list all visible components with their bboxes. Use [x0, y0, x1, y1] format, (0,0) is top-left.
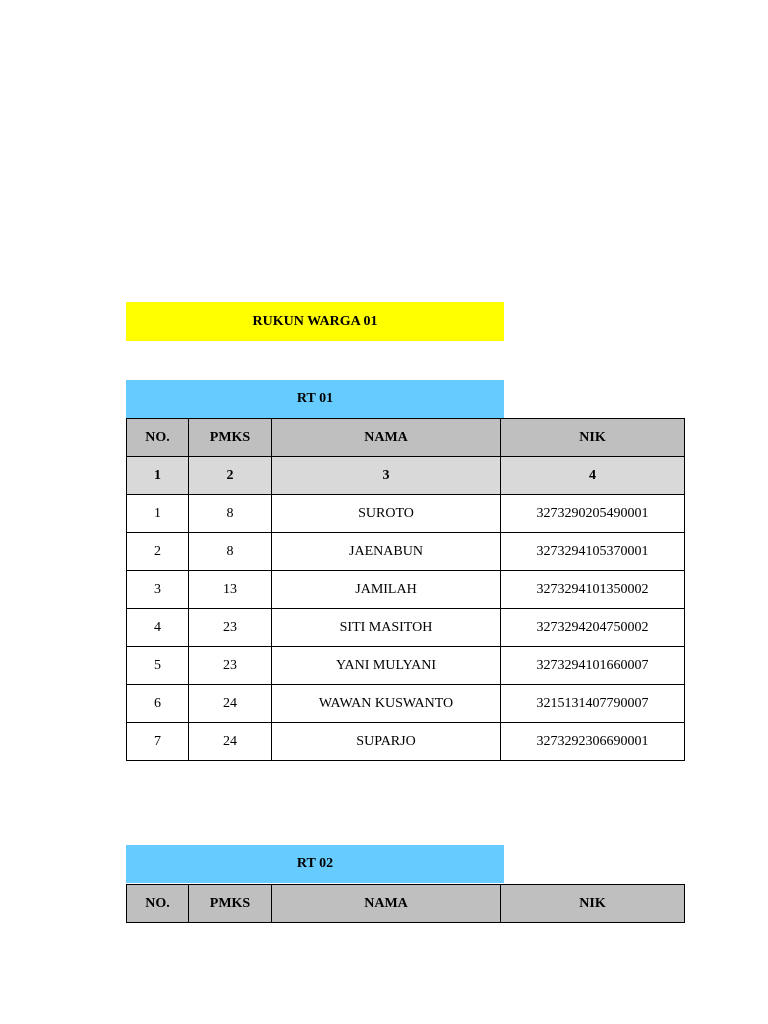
cell-nik: 3273292306690001: [501, 723, 685, 761]
cell-pmks: 13: [189, 571, 272, 609]
rukun-warga-title: [126, 302, 504, 341]
table-row: [127, 609, 685, 647]
rt-01-section-band: [126, 380, 504, 418]
header-nama: NAMA: [272, 419, 501, 457]
cell-pmks: 23: [189, 647, 272, 685]
column-number-row: [127, 457, 685, 495]
cell-no: 5: [127, 647, 189, 685]
cell-nama: WAWAN KUSWANTO: [272, 685, 501, 723]
table-row: [127, 685, 685, 723]
cell-nama: JAMILAH: [272, 571, 501, 609]
cell-no: 3: [127, 571, 189, 609]
cell-no: 2: [127, 533, 189, 571]
cell-nik: 3273290205490001: [501, 495, 685, 533]
header-pmks: PMKS: [189, 885, 272, 923]
cell-no: 4: [127, 609, 189, 647]
cell-nama: SITI MASITOH: [272, 609, 501, 647]
table-row: [127, 647, 685, 685]
column-number-4: 4: [501, 457, 685, 495]
cell-nik: 3273294204750002: [501, 609, 685, 647]
rt-01-table: [126, 418, 685, 761]
cell-nik: 3215131407790007: [501, 685, 685, 723]
table-header-row: [127, 885, 685, 923]
table-row: [127, 723, 685, 761]
cell-pmks: 23: [189, 609, 272, 647]
header-no: NO.: [127, 419, 189, 457]
rt-02-table: [126, 884, 685, 923]
cell-nama: SUROTO: [272, 495, 501, 533]
rt-02-section-band: [126, 845, 504, 883]
header-nik: NIK: [501, 419, 685, 457]
cell-nik: 3273294105370001: [501, 533, 685, 571]
cell-nik: 3273294101350002: [501, 571, 685, 609]
cell-pmks: 8: [189, 533, 272, 571]
table-row: [127, 495, 685, 533]
cell-nama: YANI MULYANI: [272, 647, 501, 685]
cell-no: 1: [127, 495, 189, 533]
column-number-3: 3: [272, 457, 501, 495]
header-nik: NIK: [501, 885, 685, 923]
rt-02-label: RT 02: [296, 856, 334, 871]
cell-nama: SUPARJO: [272, 723, 501, 761]
table-row: [127, 533, 685, 571]
header-no: NO.: [127, 885, 189, 923]
header-pmks: PMKS: [189, 419, 272, 457]
column-number-1: 1: [127, 457, 189, 495]
header-nama: NAMA: [272, 885, 501, 923]
rukun-warga-title-text: RUKUN WARGA 01: [252, 313, 378, 329]
cell-pmks: 8: [189, 495, 272, 533]
cell-no: 7: [127, 723, 189, 761]
rt-01-label: RT 01: [296, 391, 334, 406]
cell-pmks: 24: [189, 723, 272, 761]
cell-pmks: 24: [189, 685, 272, 723]
cell-nama: JAENABUN: [272, 533, 501, 571]
table-header-row: [127, 419, 685, 457]
column-number-2: 2: [189, 457, 272, 495]
cell-no: 6: [127, 685, 189, 723]
table-row: [127, 571, 685, 609]
cell-nik: 3273294101660007: [501, 647, 685, 685]
